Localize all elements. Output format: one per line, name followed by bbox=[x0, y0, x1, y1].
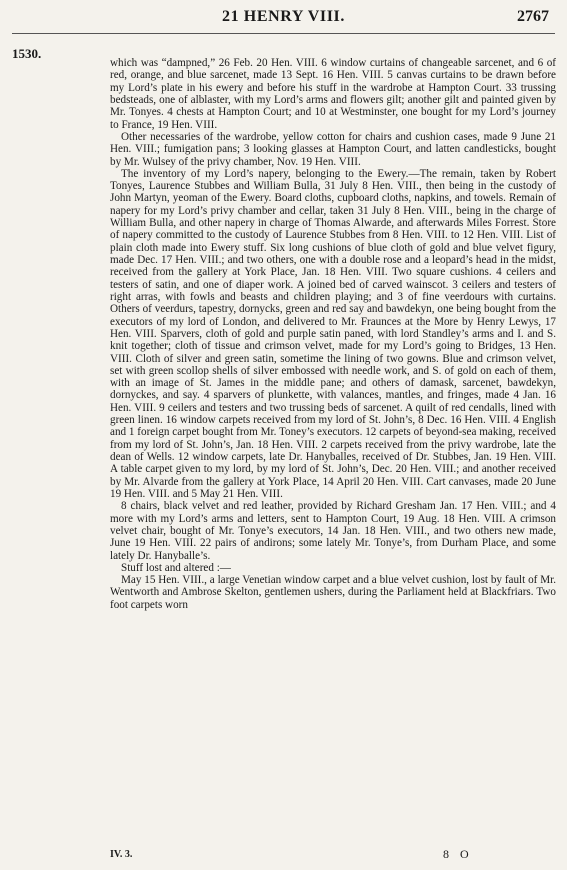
paragraph-stuff-lost-heading: Stuff lost and altered :— bbox=[121, 561, 231, 574]
paragraph-stuff-lost: May 15 Hen. VIII., a large Venetian window carpet and a blue velvet cushion, lost by fault of Mr. Wentworth and Ambrose Skelton, gentlemen ushers, during the Parliament held at Blackfriars. Two foot carpets worn bbox=[110, 574, 556, 611]
paragraph-wardrobe-continuation: which was “dampned,” 26 Feb. 20 Hen. VIII. 6 window curtains of changeable sarcenet, and 6 of red, orange, and blue sarcenet, made 13 Sept. 16 Hen. VIII. 5 canvas curtains to be drawn before my Lord’s plate in his ewery and before his stuff in the wardrobe at Hampton Court. 33 trussing bedsteads, one of alblaster, with my Lord’s arms and flowers gilt; another gilt and painted given by Mr. Tonyes. 4 chests at Hampton Court; and 10 at Westminster, one bought for my Lord’s journey to France, 19 Hen. VIII. bbox=[110, 57, 556, 131]
header-rule bbox=[12, 33, 555, 34]
paragraph-napery-inventory: The inventory of my Lord’s napery, belonging to the Ewery.—The remain, taken by Robert Tonyes, Laurence Stubbes and William Bulla, 31 July 8 Hen. VIII., then being in the custody of John Martyn, yeoman of the Ewery. Board cloths, cupboard cloths, napkins, and towels. Remain of napery for my Lord’s privy chamber and cellar, taken 31 July 8 Hen. VIII., being in the charge of William Bulla, and other napery in charge of Thomas Alwarde, and afterwards Miles Forrest. Store of napery committed to the custody of Laurence Stubbes from 8 Hen. VIII. to 12 Hen. VIII. List of plain cloth made into Ewery stuff. Six long cushions of blue cloth of gold and blue velvet figury, made Dec. 17 Hen. VIII.; and two others, one with a double rose and a leopard’s head in the midst, received from the gallery at York Place, Jan. 18 Hen. VIII. Two square cushions. 4 ceilers and testers of satin, and one of diaper work. A joined bed of carved wainscot. 3 ceilers and testers of right arras, with fowls and beasts and children playing; and 3 of fine veerdours with curtains. Others of veerdurs, tapestry, dornycks, green and red say and bawdekyn, one being bought from the executors of my lord of London, and delivered to Mr. Fraunces at the More by Henry Lewys, 17 Hen. VIII. Sparvers, cloth of gold and purple satin paned, with lord Standley’s arms and I. and S. knit together; cloth of tissue and crimson velvet, made for my Lord’s going to Bridges, 13 Hen. VIII. Cloth of silver and green satin, sometime the lining of two gowns. Blue and crimson velvet, set with green scollop shells of silver embossed with needle work, and S. of gold on each of them, with an image of St. James in the middle pane; and others of damask, sarcenet, bawdekyn, dornyckes, and say. 4 sparvers of plunkette, with valances, mantles, and fringes, made 4 Jan. 16 Hen. VIII. 9 ceilers and testers and two trussing beds of sarcenet. A quilt of red cendalls, lined with green linen. 16 window carpets received from my lord of St. John’s, 8 Dec. 16 Hen. VIII. 4 English and 1 foreign carpet bought from Mr. Toney’s executors. 12 carpets of beyond-sea making, received from my lord of St. John’s, Jan. 18 Hen. VIII. 2 carpets received from the privy wardrobe, late the dean of Wells. 12 window carpets, late Dr. Hanyballes, received of Dr. Stubbes, Jan. 19 Hen. VIII. A table carpet given to my lord, by my lord of St. John’s, Dec. 20 Hen. VIII.; and another received by Mr. Alvarde from the gallery at York Place, 14 April 20 Hen. VIII. Cart canvases, made 20 June 19 Hen. VIII. and 5 May 21 Hen. VIII. bbox=[110, 167, 556, 500]
gathering-mark: 8 O bbox=[443, 847, 473, 861]
running-title: 21 HENRY VIII. bbox=[222, 8, 345, 25]
page-number: 2767 bbox=[517, 8, 549, 25]
paragraph-chairs: 8 chairs, black velvet and red leather, provided by Richard Gresham Jan. 17 Hen. VIII.; and 4 more with my Lord’s arms and letters, sent to Hampton Court, 19 Aug. 18 Hen. VIII. A crimson velvet chair, bought of Mr. Tonye’s executors, 14 Jan. 18 Hen. VIII., and two others new made, June 19 Hen. VIII. 22 pairs of andirons; some lately Mr. Tonye’s, from Durham Place, and some lately Dr. Hanyballe’s. bbox=[110, 500, 556, 562]
margin-year: 1530. bbox=[12, 46, 42, 61]
paragraph-wardrobe-necessaries: Other necessaries of the wardrobe, yellow cotton for chairs and cushion cases, made 9 June 21 Hen. VIII.; fumigation pans; 3 looking glasses at Hampton Court, and latten candlesticks, bought by Mr. Wulsey of the privy chamber, Nov. 19 Hen. VIII. bbox=[110, 130, 556, 168]
signature-mark: IV. 3. bbox=[110, 849, 133, 860]
body-text bbox=[110, 57, 556, 611]
running-head bbox=[0, 8, 567, 32]
